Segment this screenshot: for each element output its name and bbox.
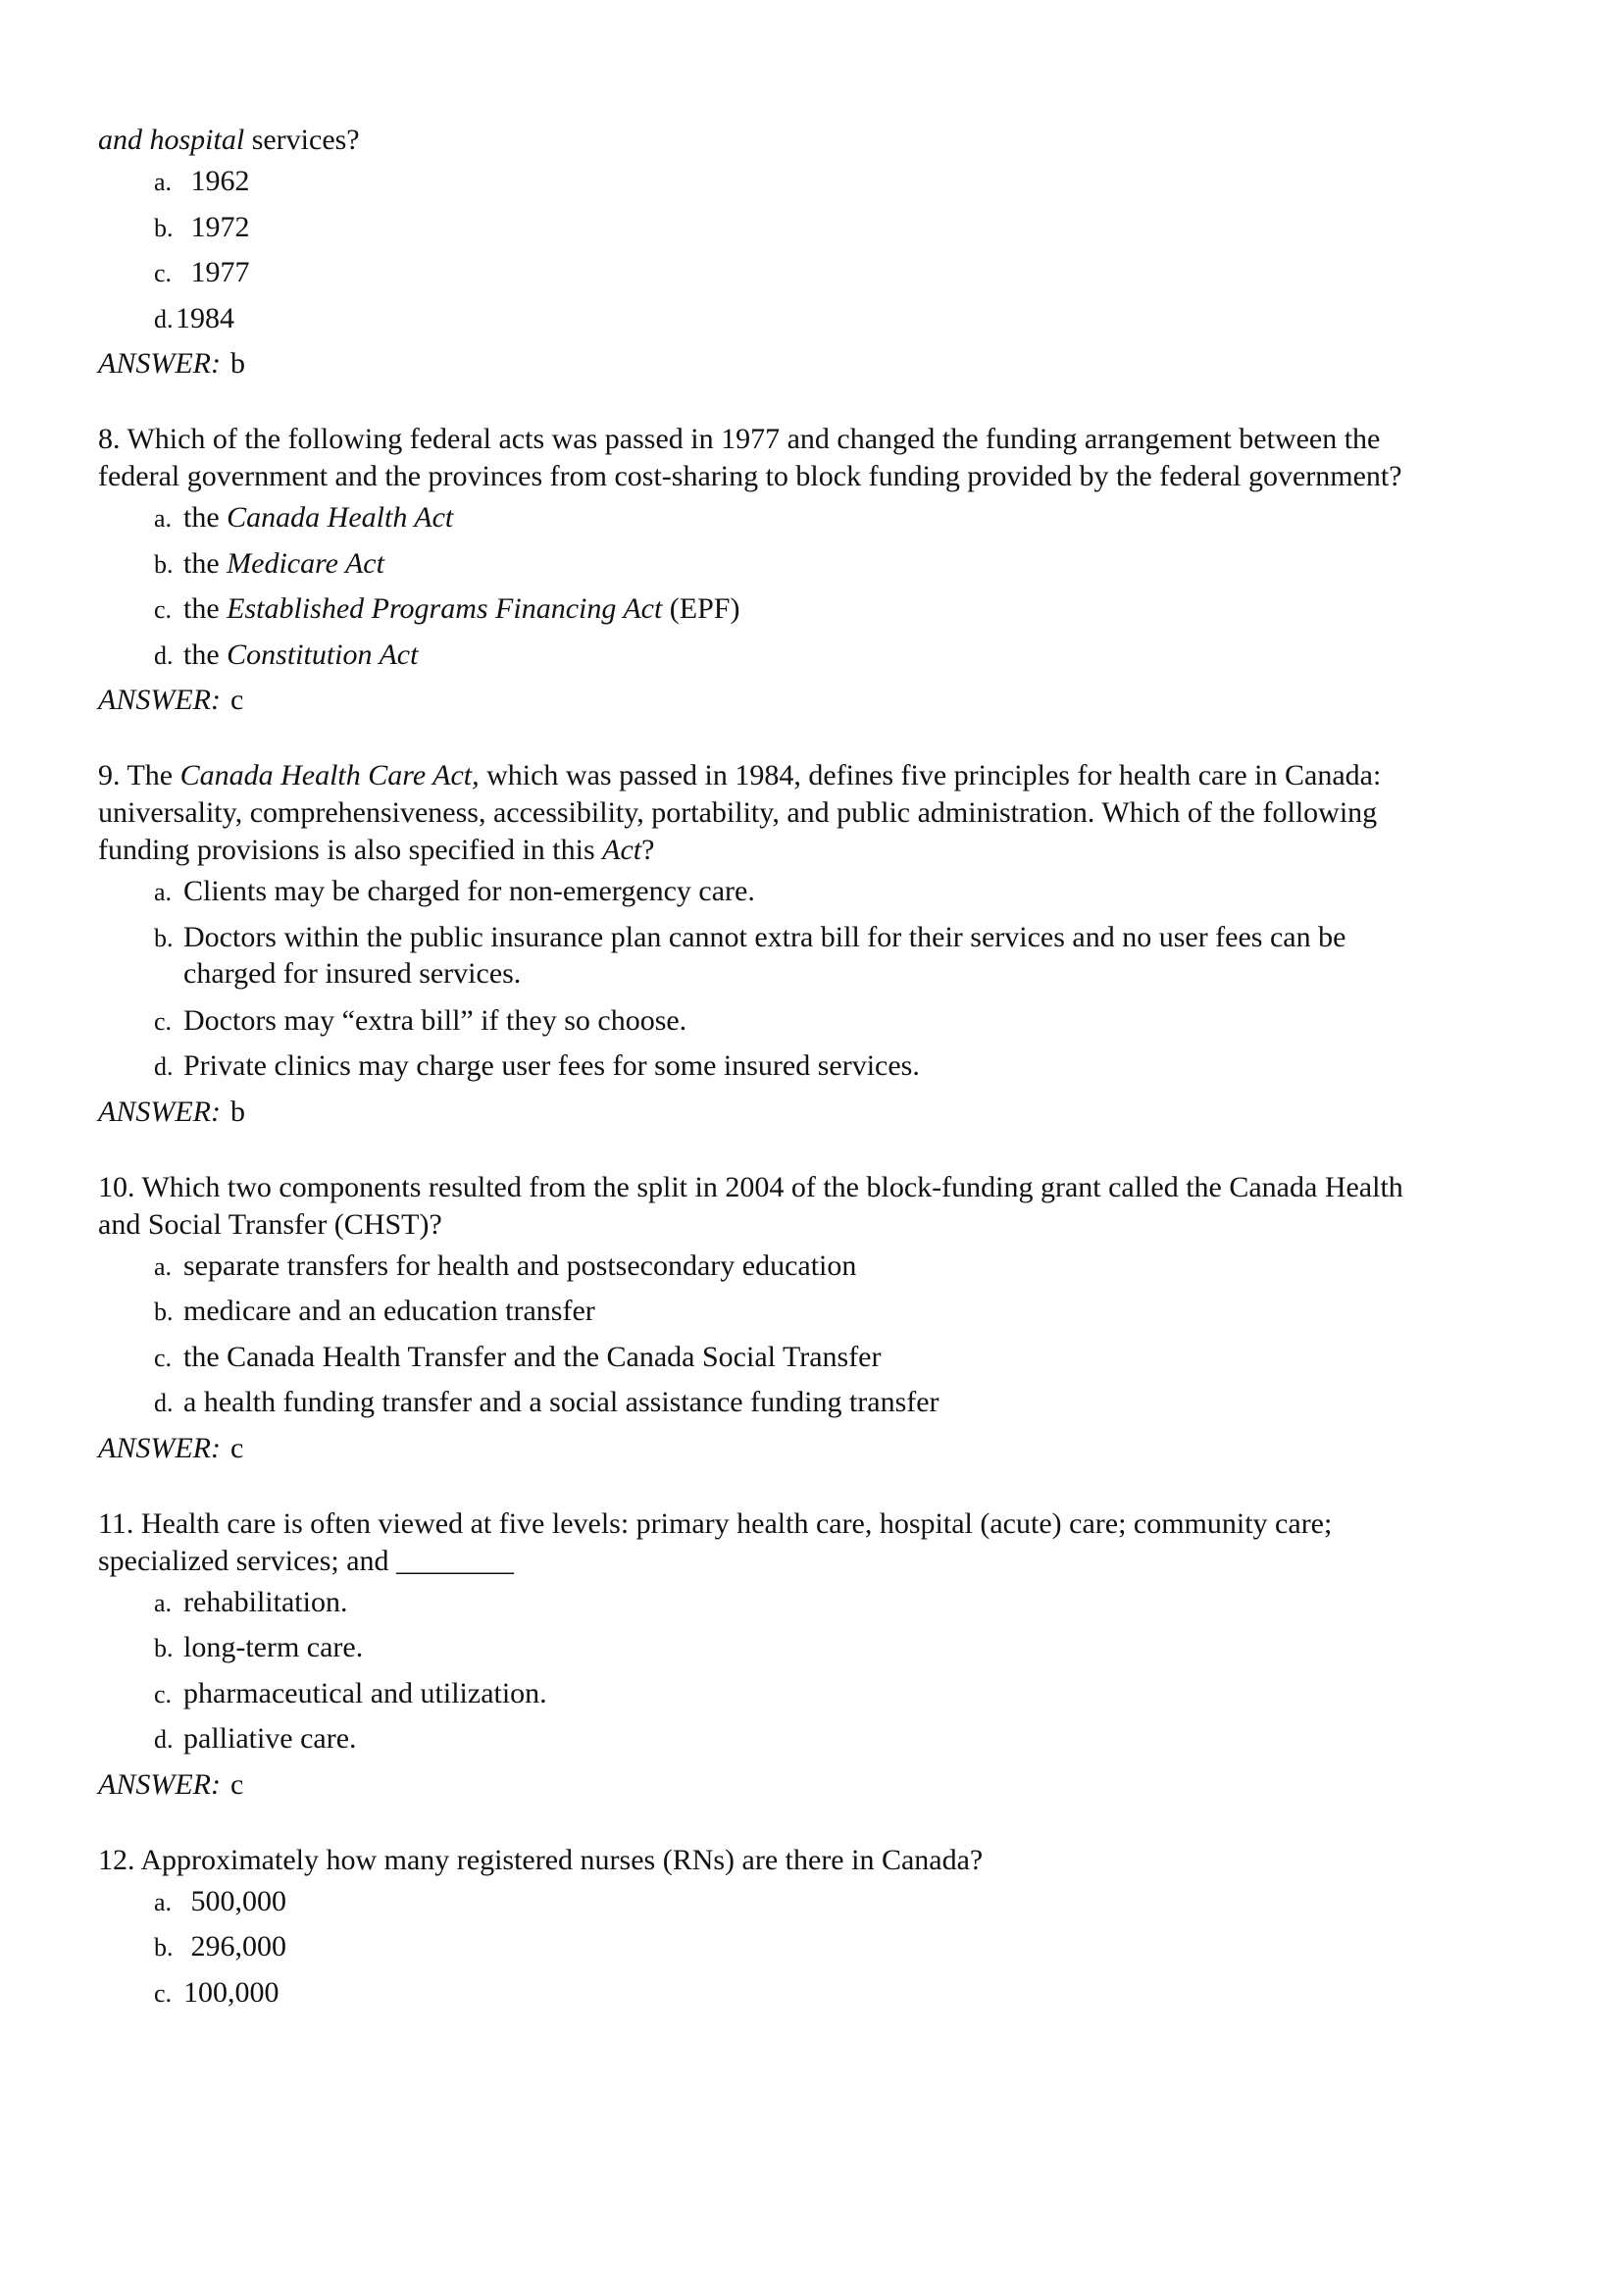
- option-d: [98, 1380, 1569, 1426]
- text: funding provisions is also specified in this: [98, 834, 603, 866]
- option-b: [98, 205, 1569, 251]
- option-italic: Established Programs Financing Act: [227, 592, 663, 625]
- option-letter: c.: [154, 1978, 173, 2008]
- text: ?: [641, 834, 655, 866]
- answer-label: ANSWER:: [98, 684, 221, 716]
- option-letter: c.: [154, 595, 173, 624]
- answer-label: ANSWER:: [98, 1431, 221, 1464]
- option-text: rehabilitation.: [183, 1585, 348, 1618]
- option-a: [98, 1244, 1569, 1290]
- answer-value: b: [229, 347, 245, 380]
- italic-text: Canada Health Care Act,: [179, 759, 480, 791]
- option-c: [98, 586, 1569, 633]
- option-text: Private clinics may charge user fees for some insured services.: [183, 1049, 920, 1082]
- option-text: pharmaceutical and utilization.: [183, 1676, 547, 1709]
- option-a: [98, 495, 1569, 541]
- option-text: 500,000: [183, 1884, 286, 1917]
- question-text: universality, comprehensiveness, accessibility, portability, and public administration. Which of the following: [98, 796, 1378, 829]
- option-italic: Constitution Act: [227, 637, 419, 671]
- option-text: charged for insured services.: [183, 956, 522, 990]
- question-7: [98, 122, 1569, 386]
- option-letter: a.: [154, 168, 173, 196]
- option-letter: a.: [154, 1251, 173, 1281]
- option-c: [98, 250, 1569, 296]
- answer-label: ANSWER:: [98, 1095, 221, 1128]
- option-text: 1972: [183, 210, 250, 243]
- option-text: Clients may be charged for non-emergency care.: [183, 875, 755, 907]
- option-letter: a.: [154, 1588, 173, 1617]
- option-text: (EPF): [662, 592, 740, 625]
- option-a: [98, 1879, 1569, 1925]
- answer-value: c: [229, 684, 244, 716]
- option-c: [98, 998, 1569, 1045]
- italic-text: Act: [602, 834, 642, 866]
- option-c: [98, 1335, 1569, 1381]
- question-text: and Social Transfer (CHST)?: [98, 1207, 442, 1241]
- answer: [98, 678, 1569, 723]
- option-a: [98, 159, 1569, 205]
- option-d: [98, 1044, 1569, 1090]
- option-text: the: [183, 637, 228, 671]
- option-b: [98, 1924, 1569, 1970]
- option-letter: b.: [154, 1298, 174, 1326]
- option-letter: d.: [154, 304, 174, 333]
- option-text: 100,000: [183, 1975, 279, 2009]
- answer: [98, 1762, 1569, 1808]
- option-text: a health funding transfer and a social assistance funding transfer: [183, 1386, 939, 1418]
- option-text: medicare and an education transfer: [183, 1295, 595, 1327]
- option-text: the: [183, 592, 228, 625]
- option-letter: a.: [154, 878, 173, 906]
- option-text: Doctors within the public insurance plan cannot extra bill for their services and no user fees can be: [183, 920, 1346, 953]
- answer: [98, 1090, 1569, 1135]
- answer-value: c: [229, 1431, 244, 1464]
- quiz-document: [98, 122, 1569, 2015]
- answer-label: ANSWER:: [98, 347, 221, 380]
- option-d: [98, 633, 1569, 679]
- option-text: 1977: [183, 256, 250, 288]
- option-b: [98, 915, 1569, 998]
- option-b: [98, 541, 1569, 587]
- option-text: palliative care.: [183, 1722, 357, 1755]
- option-text: 1962: [183, 165, 250, 197]
- question-10: [98, 1169, 1569, 1471]
- italic-text: and hospital: [98, 124, 245, 156]
- text: which was passed in 1984, defines five principles for health care in Canada:: [479, 759, 1382, 791]
- option-letter: b.: [154, 1933, 174, 1962]
- option-letter: c.: [154, 1006, 173, 1036]
- option-text: long-term care.: [183, 1631, 364, 1663]
- question-text: 11. Health care is often viewed at five levels: primary health care, hospital (acute) care; community care;: [98, 1506, 1333, 1540]
- option-a: [98, 869, 1569, 915]
- option-c: [98, 1671, 1569, 1717]
- text: 9. The: [98, 759, 180, 791]
- answer-value: b: [229, 1095, 245, 1128]
- option-text: 296,000: [183, 1930, 286, 1963]
- option-d: [98, 1716, 1569, 1762]
- option-text: the: [183, 546, 228, 580]
- answer: [98, 341, 1569, 386]
- question-text: [98, 832, 1569, 869]
- question-11: [98, 1505, 1569, 1808]
- option-letter: d.: [154, 1725, 174, 1754]
- option-italic: Canada Health Act: [227, 501, 454, 534]
- option-text: the: [183, 501, 228, 534]
- option-d: [98, 296, 1569, 342]
- option-italic: Medicare Act: [227, 546, 384, 580]
- answer: [98, 1426, 1569, 1471]
- question-text: 10. Which two components resulted from the split in 2004 of the block-funding grant called the Canada Health: [98, 1170, 1403, 1203]
- option-text: 1984: [176, 301, 234, 334]
- option-b: [98, 1289, 1569, 1335]
- option-letter: b.: [154, 549, 174, 579]
- option-c: [98, 1970, 1569, 2016]
- option-letter: b.: [154, 1634, 174, 1662]
- answer-label: ANSWER:: [98, 1767, 221, 1801]
- question-text: specialized services; and ________: [98, 1544, 515, 1577]
- option-letter: a.: [154, 504, 173, 533]
- option-text: Doctors may “extra bill” if they so choose.: [183, 1003, 687, 1037]
- option-text: separate transfers for health and postsecondary education: [183, 1249, 857, 1282]
- option-letter: c.: [154, 259, 173, 287]
- option-letter: d.: [154, 1389, 174, 1417]
- option-b: [98, 1625, 1569, 1671]
- option-letter: a.: [154, 1887, 173, 1916]
- answer-value: c: [229, 1767, 244, 1801]
- option-letter: c.: [154, 1679, 173, 1708]
- question-text: federal government and the provinces from cost-sharing to block funding provided by the federal government?: [98, 460, 1402, 492]
- question-text: 8. Which of the following federal acts was passed in 1977 and changed the funding arrangement between the: [98, 423, 1381, 455]
- option-letter: b.: [154, 213, 174, 242]
- question-text: [98, 122, 1569, 159]
- option-letter: d.: [154, 1052, 174, 1081]
- question-12: [98, 1842, 1569, 2016]
- option-a: [98, 1580, 1569, 1626]
- question-text: [98, 757, 1569, 794]
- question-9: [98, 757, 1569, 1135]
- text: services?: [244, 124, 360, 156]
- question-text: 12. Approximately how many registered nurses (RNs) are there in Canada?: [98, 1843, 984, 1876]
- option-letter: c.: [154, 1343, 173, 1372]
- option-text: the Canada Health Transfer and the Canada Social Transfer: [183, 1340, 882, 1373]
- option-letter: d.: [154, 640, 174, 670]
- option-letter: b.: [154, 923, 174, 952]
- question-8: [98, 421, 1569, 723]
